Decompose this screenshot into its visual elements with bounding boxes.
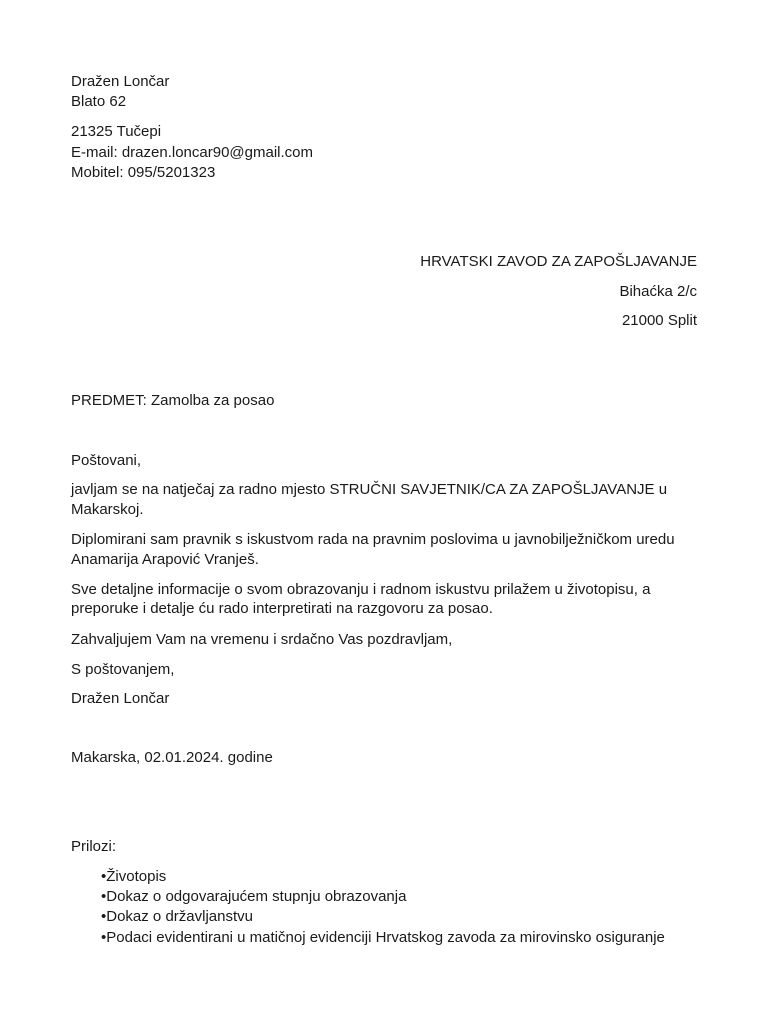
greeting: Poštovani, <box>71 452 142 469</box>
sender-street: Blato 62 <box>71 93 127 110</box>
attachment-item: •Podaci evidentirani u matičnoj evidenciji Hrvatskog zavoda za mirovinsko osiguranje <box>101 929 665 946</box>
sender-city: 21325 Tučepi <box>71 123 162 140</box>
sender-email: E-mail: drazen.loncar90@gmail.com <box>71 144 313 161</box>
paragraph-4: Zahvaljujem Vam na vremenu i srdačno Vas pozdravljam, <box>71 631 453 648</box>
recipient-city: 21000 Split <box>621 312 697 329</box>
paragraph-2-line-1: Diplomirani sam pravnik s iskustvom rada na pravnim poslovima u javnobilježničkom uredu <box>71 531 675 548</box>
sender-name: Dražen Lončar <box>71 73 170 90</box>
closing: S poštovanjem, <box>71 661 175 678</box>
sender-phone: Mobitel: 095/5201323 <box>71 164 216 181</box>
subject-line: PREDMET: Zamolba za posao <box>71 392 275 409</box>
paragraph-1-line-2: Makarskoj. <box>71 501 144 518</box>
place-date: Makarska, 02.01.2024. godine <box>71 749 273 766</box>
paragraph-1-line-1: javljam se na natječaj za radno mjesto STRUČNI SAVJETNIK/CA ZA ZAPOŠLJAVANJE u <box>71 481 668 498</box>
paragraph-2-line-2: Anamarija Arapović Vranješ. <box>71 551 259 568</box>
attachment-item: •Životopis <box>101 868 167 885</box>
recipient-street: Bihaćka 2/c <box>619 283 697 300</box>
attachment-item: •Dokaz o odgovarajućem stupnju obrazovanja <box>101 888 407 905</box>
attachments-heading: Prilozi: <box>71 838 117 855</box>
attachment-item: •Dokaz o državljanstvu <box>101 908 253 925</box>
paragraph-3-line-2: preporuke i detalje ću rado interpretirati na razgovoru za posao. <box>71 600 493 617</box>
paragraph-3-line-1: Sve detaljne informacije o svom obrazovanju i radnom iskustvu prilažem u životopisu, a <box>71 581 651 598</box>
signature: Dražen Lončar <box>71 690 170 707</box>
recipient-name: HRVATSKI ZAVOD ZA ZAPOŠLJAVANJE <box>420 253 697 270</box>
